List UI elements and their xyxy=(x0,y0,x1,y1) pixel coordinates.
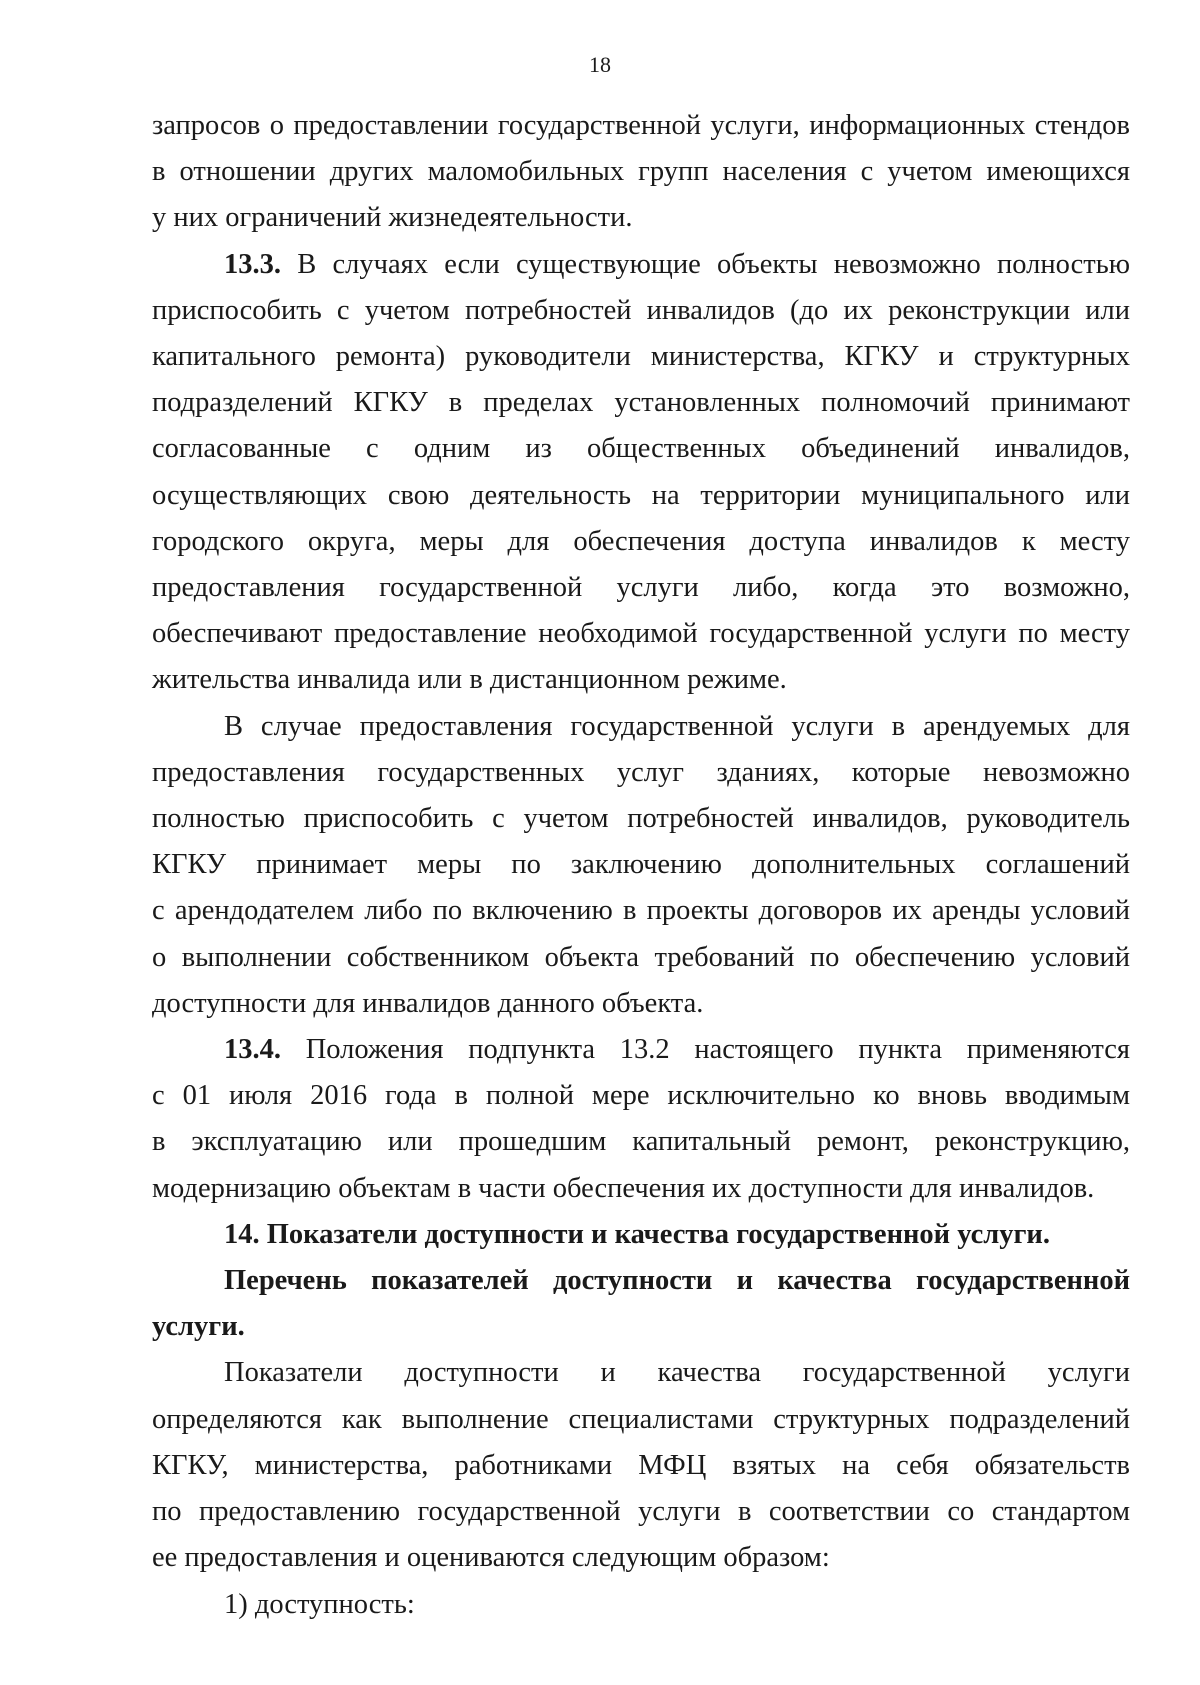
text-fragment: Положения подпункта 13.2 настоящего пункта применяются xyxy=(281,1034,1130,1066)
text-line: с 01 июля 2016 года в полной мере исключительно ко вновь вводимым xyxy=(152,1080,1130,1112)
text-line xyxy=(152,1027,1130,1073)
text-fragment: В случаях если существующие объекты невозможно полностью xyxy=(281,248,1130,280)
text-line: по предоставлению государственной услуги в соответствии со стандартом xyxy=(152,1496,1130,1528)
clause-number: 13.4. xyxy=(224,1034,281,1066)
text-line: полностью приспособить с учетом потребностей инвалидов, руководитель xyxy=(152,803,1130,835)
text-line: у них ограничений жизнедеятельности. xyxy=(152,202,633,234)
text-line: подразделений КГКУ в пределах установленных полномочий принимают xyxy=(152,387,1130,419)
text-line xyxy=(152,242,1130,288)
text-line: КГКУ принимает меры по заключению дополнительных соглашений xyxy=(152,849,1130,881)
text-line: осуществляющих свою деятельность на территории муниципального или xyxy=(152,479,1130,511)
list-item-accessibility xyxy=(152,1582,1130,1628)
text-line: городского округа, меры для обеспечения доступа инвалидов к месту xyxy=(152,525,1130,557)
paragraph-indicators xyxy=(152,1350,1130,1581)
paragraph-lease xyxy=(152,704,1130,1027)
text-line: в эксплуатацию или прошедшим капитальный ремонт, реконструкцию, xyxy=(152,1126,1130,1158)
paragraph-13-4 xyxy=(152,1027,1130,1212)
page-number: 18 xyxy=(589,52,611,77)
text-line: запросов о предоставлении государственной услуги, информационных стендов xyxy=(152,110,1130,141)
section-subheading xyxy=(152,1258,1130,1350)
text-line: В случае предоставления государственной услуги в арендуемых для xyxy=(224,710,1130,742)
document-body xyxy=(152,103,1130,1628)
text-line: обеспечивают предоставление необходимой государственной услуги по месту xyxy=(152,618,1130,650)
paragraph-13-3 xyxy=(152,242,1130,704)
text-line: 1) доступность: xyxy=(224,1588,415,1620)
text-line: предоставления государственных услуг зданиях, которые невозможно xyxy=(152,756,1130,788)
heading-line: 14. Показатели доступности и качества государственной услуги. xyxy=(224,1218,1050,1250)
text-line: Показатели доступности и качества государственной услуги xyxy=(224,1357,1130,1389)
text-line: жительства инвалида или в дистанционном режиме. xyxy=(152,664,787,696)
text-line: капитального ремонта) руководители министерства, КГКУ и структурных xyxy=(152,341,1130,373)
paragraph-continuation xyxy=(152,103,1130,242)
text-line: определяются как выполнение специалистами структурных подразделений xyxy=(152,1403,1130,1435)
text-line: согласованные с одним из общественных объединений инвалидов, xyxy=(152,433,1130,465)
text-line: о выполнении собственником объекта требований по обеспечению условий xyxy=(152,941,1130,973)
clause-number: 13.3. xyxy=(224,248,281,280)
section-heading-14 xyxy=(152,1212,1130,1258)
text-line: приспособить с учетом потребностей инвалидов (до их реконструкции или xyxy=(152,294,1130,326)
text-line: с арендодателем либо по включению в проекты договоров их аренды условий xyxy=(152,895,1130,927)
text-line: в отношении других маломобильных групп населения с учетом имеющихся xyxy=(152,156,1130,188)
heading-line: услуги. xyxy=(152,1311,245,1343)
text-line: ее предоставления и оцениваются следующим образом: xyxy=(152,1542,830,1574)
text-line: доступности для инвалидов данного объекта. xyxy=(152,987,704,1019)
heading-line: Перечень показателей доступности и качества государственной xyxy=(224,1265,1130,1297)
text-line: КГКУ, министерства, работниками МФЦ взятых на себя обязательств xyxy=(152,1449,1130,1481)
text-line: модернизацию объектам в части обеспечения их доступности для инвалидов. xyxy=(152,1172,1095,1204)
text-line: предоставления государственной услуги либо, когда это возможно, xyxy=(152,572,1130,604)
